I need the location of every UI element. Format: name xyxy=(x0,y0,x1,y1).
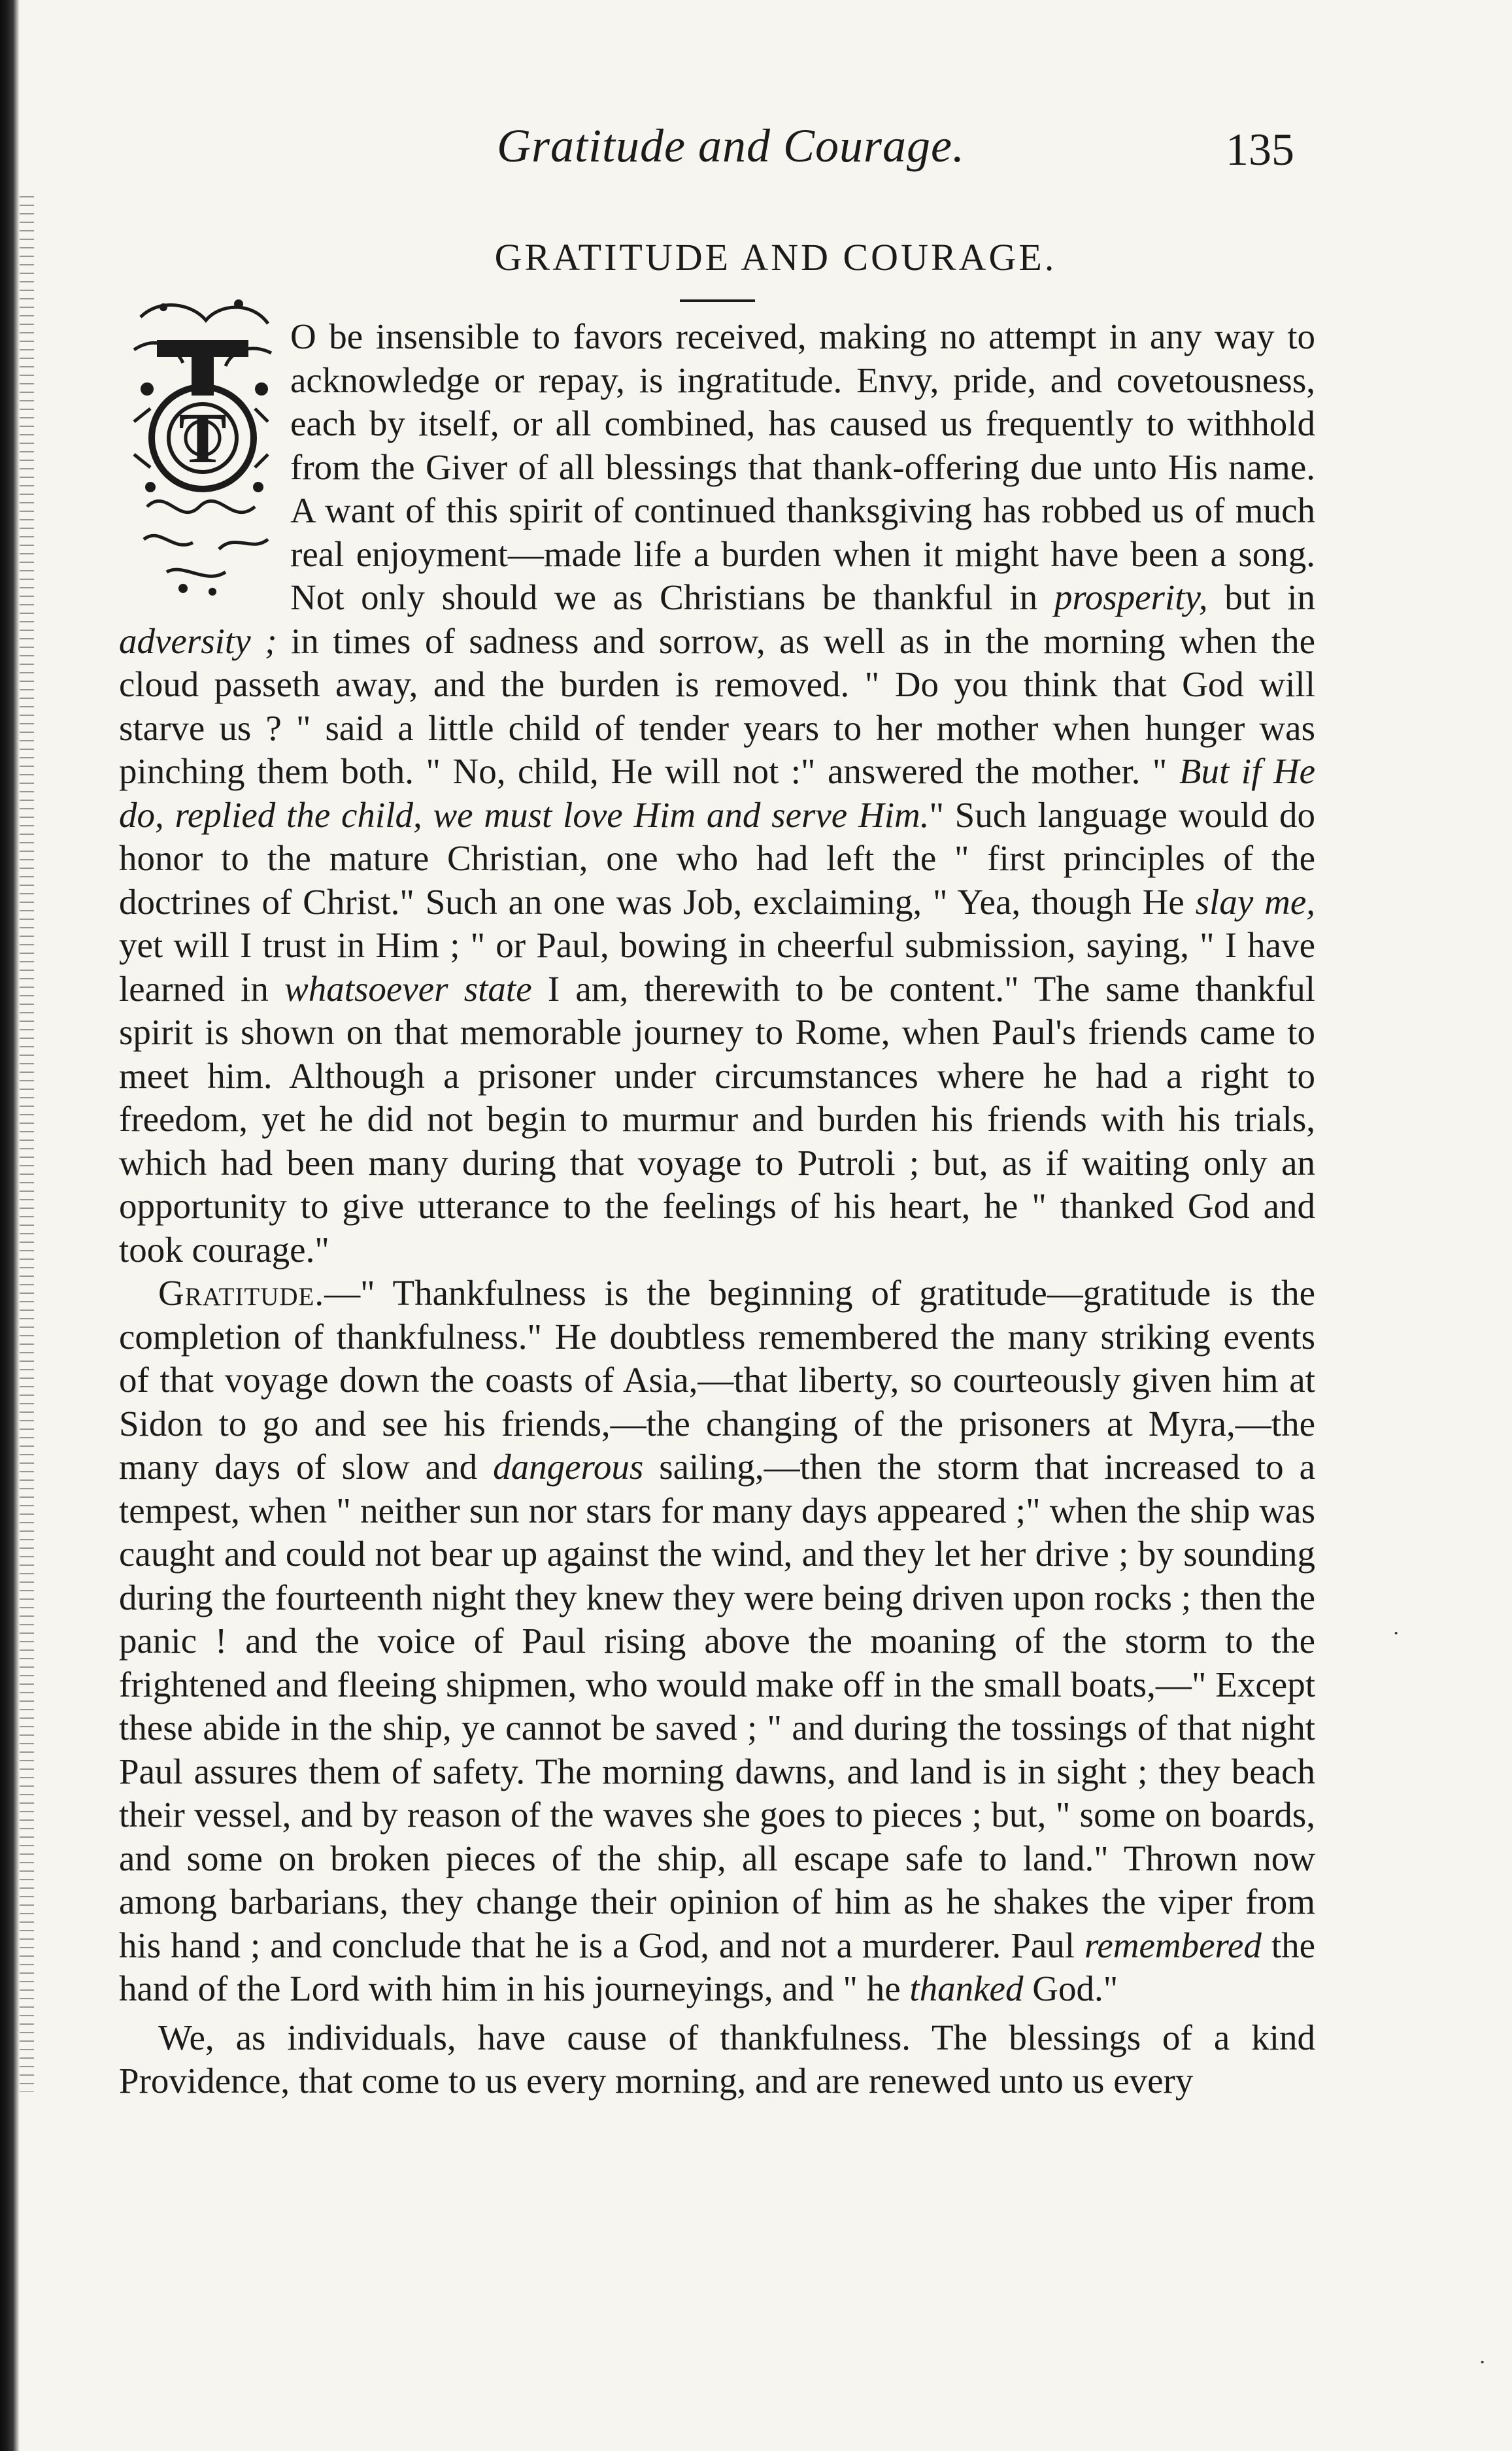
paragraph-2 xyxy=(119,1272,1315,2011)
italic-run: adversity ; xyxy=(119,620,277,661)
paragraph-3 xyxy=(119,2016,1315,2103)
text-run: I am, therewith to be content." The same thankful spirit is shown on that memorable journey to Rome, when Paul's friends came to meet him. Although a prisoner under circumstances where he had a right to freedom, yet he did not begin to murmur and burden his friends with his trials, which had been many during that voyage to Putroli ; but, as if waiting only an opportunity to give utterance to the feelings of his heart, he " thanked God and took courage." xyxy=(119,968,1315,1270)
text-run: God." xyxy=(1023,1969,1118,2008)
print-speck: · xyxy=(1392,1621,1400,1646)
text-run: but in xyxy=(1207,577,1315,617)
text-run: —" Thankfulness is the beginning of gratitude—gratitude is the completion of thankfulness." He doubtless remembered the many striking events of that voyage down the coasts of Asia,—that liberty, so courteously given him at Sidon to go and see his friends,—the changing of the prisoners at Myra,—the many days of slow and xyxy=(119,1273,1315,1487)
drop-cap-space xyxy=(119,315,290,606)
text-run: " Such language would do honor to the mature Christian, one who had left the " first principles of the doctrines of Christ." Such an one was Job, exclaiming, " Yea, though He xyxy=(119,794,1316,922)
text-run: the hand of the Lord with him in his journeyings, and " he xyxy=(119,1925,1315,2008)
text-run: sailing,—then the storm that increased to a tempest, when " neither sun nor stars for many days appeared ;" when the ship was caught and could not bear up against the wind, and they let her drive ; by sounding during the fourteenth night they knew they were being driven upon rocks ; then the panic ! and the voice of Paul rising above the moaning of the storm to the frightened and fleeing shipmen, who would make off in the small boats,—" Except these abide in the ship, ye cannot be saved ; " and during the tossings of that night Paul assures them of safety. The morning dawns, and land is in sight ; they beach their vessel, and by reason of the waves she goes to pieces ; but, " some on boards, and some on broken pieces of the ship, all escape safe to land." Thrown now among barbarians, they change their opinion of him as he shakes the viper from his hand ; and conclude that he is a God, and not a murderer. Paul xyxy=(119,1447,1316,1965)
drop-cap-letter: T xyxy=(178,398,227,478)
book-binding-edge xyxy=(0,0,20,2451)
text-run: in times of sadness and sorrow, as well as in the morning when the cloud passeth away, and the burden is removed. " Do you think that God will starve us ? " said a little child of tender years to her mother when hunger was pinching them both. " No, child, He will not :" answered the mother. " xyxy=(119,620,1315,791)
text-run: O be insensible to favors received, making no attempt in any way to acknowledge or repay, is ingratitude. Envy, pride, and covetousness, each by itself, or all combined, has caused us frequently to withhold from the Giver of all blessings that thank-offering due unto His name. A want of this spirit of continued thanksgiving has robbed us of much real enjoyment—made life a burden when it might have been a song. Not only should we as Christians be thankful in xyxy=(290,316,1315,617)
section-label: Gratitude. xyxy=(158,1273,325,1313)
italic-run: whatsoever state xyxy=(284,968,532,1009)
italic-run: But if He do, replied the child, we must love Him and serve Him. xyxy=(119,751,1315,835)
paragraph-1 xyxy=(119,315,1315,1272)
title-divider-rule xyxy=(680,299,755,302)
italic-run: slay me, xyxy=(1195,881,1315,922)
italic-run: prosperity, xyxy=(1054,577,1208,617)
italic-run: thanked xyxy=(909,1969,1024,2008)
print-speck: · xyxy=(1479,2350,1487,2375)
running-header-title: Gratitude and Courage. xyxy=(497,120,965,172)
page-number: 135 xyxy=(1226,125,1294,175)
text-run: yet will I trust in Him ; " or Paul, bowing in cheerful submission, saying, " I have learned in xyxy=(119,925,1315,1009)
chapter-title: GRATITUDE AND COURAGE. xyxy=(494,236,1057,279)
binding-shadow xyxy=(20,196,34,2092)
text-run: We, as individuals, have cause of thankfulness. The blessings of a kind Providence, that come to us every morning, and are renewed unto us every xyxy=(119,2017,1315,2101)
body-text xyxy=(119,315,1315,2103)
italic-run: dangerous xyxy=(493,1447,644,1487)
italic-run: remembered xyxy=(1084,1925,1262,1965)
paragraph-gap xyxy=(119,2011,1315,2016)
